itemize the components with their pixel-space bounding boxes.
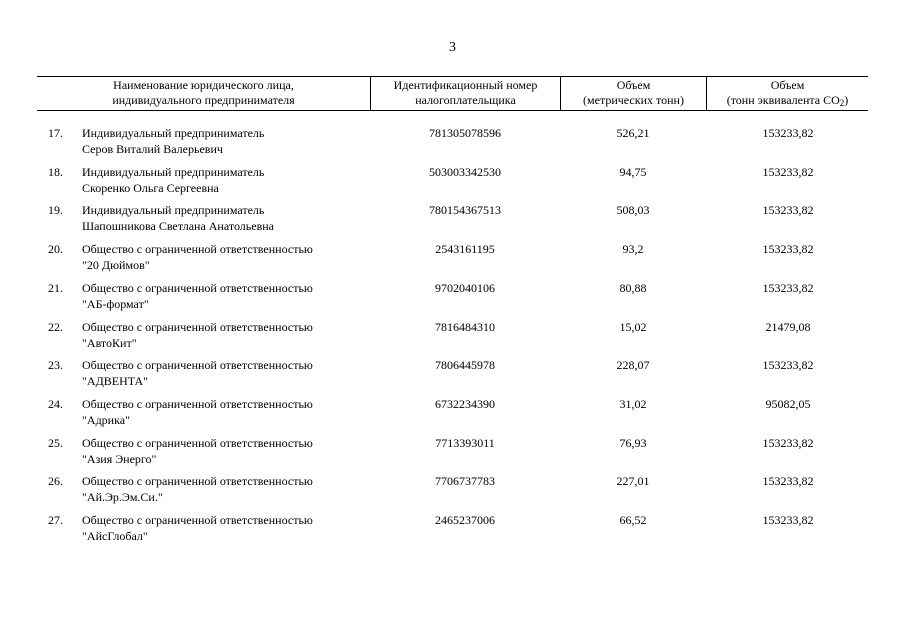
row-number: 26.	[48, 474, 63, 489]
row-number: 24.	[48, 396, 63, 411]
volume-metric-tons: 228,07	[616, 358, 650, 373]
entity-title: "Адрика"	[82, 412, 130, 427]
taxpayer-id: 780154367513	[429, 203, 501, 218]
volume-co2-equivalent: 153233,82	[762, 435, 814, 450]
entity-name	[82, 435, 372, 467]
volume-co2-equivalent: 153233,82	[762, 358, 814, 373]
taxpayer-id: 2465237006	[435, 513, 495, 527]
volume-co2-equivalent: 21479,08	[765, 319, 811, 334]
volume-co2-equivalent: 153233,82	[762, 164, 814, 179]
header-name-line1: Наименование юридического лица,	[113, 78, 294, 92]
volume-co2-equivalent: 95082,05	[765, 396, 811, 411]
entity-type: Общество с ограниченной ответственностью	[82, 396, 313, 411]
row-number: 19.	[48, 203, 63, 218]
entity-name	[82, 280, 372, 312]
entity-title: "АДВЕНТА"	[82, 374, 149, 389]
volume-metric-tons: 93,2	[622, 242, 644, 257]
row-number: 18.	[48, 164, 63, 179]
header-name	[37, 78, 370, 108]
entity-type: Общество с ограниченной ответственностью	[82, 435, 313, 450]
row-number: 21.	[48, 280, 63, 295]
volume-metric-tons: 508,03	[616, 203, 650, 218]
row-number: 17.	[48, 126, 63, 140]
entity-type: Индивидуальный предприниматель	[82, 126, 265, 140]
entity-name	[82, 473, 372, 505]
header-volume-co2	[707, 78, 868, 108]
entity-name	[82, 512, 372, 544]
entity-title: "Ай.Эр.Эм.Си."	[82, 490, 163, 505]
taxpayer-id: 503003342530	[429, 164, 501, 179]
header-volume-co2-subscript: 2	[839, 98, 845, 108]
table-header-bottom-rule	[37, 110, 868, 111]
entity-title: "20 Дюймов"	[82, 258, 150, 273]
row-number: 20.	[48, 242, 63, 257]
entity-name	[82, 319, 372, 351]
entity-title: "АвтоКит"	[82, 335, 137, 350]
taxpayer-id: 7706737783	[435, 474, 495, 489]
header-volume-metric-line2: (метрических тонн)	[583, 93, 684, 107]
entity-name	[82, 241, 372, 273]
header-volume-co2-text: (тонн эквивалента CO	[726, 93, 840, 107]
header-volume-co2-line2	[707, 93, 868, 108]
entity-type: Общество с ограниченной ответственностью	[82, 358, 313, 373]
volume-co2-equivalent: 153233,82	[762, 203, 814, 218]
taxpayer-id: 2543161195	[435, 242, 495, 257]
row-number: 22.	[48, 319, 63, 334]
entity-type: Общество с ограниченной ответственностью	[82, 319, 313, 334]
volume-metric-tons: 227,01	[616, 474, 650, 489]
entity-type: Общество с ограниченной ответственностью	[82, 474, 313, 489]
row-number: 23.	[48, 358, 63, 373]
entity-title: "АБ-формат"	[82, 296, 149, 311]
taxpayer-id: 7806445978	[435, 358, 495, 373]
volume-co2-equivalent: 153233,82	[762, 242, 814, 257]
page-number: 3	[449, 40, 456, 55]
header-name-line2: индивидуального предпринимателя	[112, 93, 295, 107]
taxpayer-id: 781305078596	[429, 126, 501, 140]
volume-co2-equivalent: 153233,82	[762, 126, 814, 140]
volume-co2-equivalent: 153233,82	[762, 280, 814, 295]
volume-metric-tons: 31,02	[619, 396, 647, 411]
header-inn	[371, 78, 560, 108]
volume-co2-equivalent: 153233,82	[762, 474, 814, 489]
volume-metric-tons: 80,88	[619, 280, 647, 295]
entity-title: "Азия Энерго"	[82, 451, 157, 466]
row-number: 25.	[48, 435, 63, 450]
volume-metric-tons: 526,21	[616, 126, 650, 140]
header-volume-metric	[561, 78, 706, 108]
entity-type: Общество с ограниченной ответственностью	[82, 242, 313, 257]
entity-name	[82, 125, 372, 157]
entity-name	[82, 164, 372, 196]
entity-type: Индивидуальный предприниматель	[82, 164, 265, 179]
volume-metric-tons: 66,52	[619, 513, 647, 527]
entity-name	[82, 202, 372, 234]
table-header-top-rule	[37, 76, 868, 77]
row-number: 27.	[48, 513, 63, 527]
entity-type: Общество с ограниченной ответственностью	[82, 280, 313, 295]
header-volume-co2-line1: Объем	[770, 78, 805, 92]
header-volume-co2-close: )	[844, 93, 849, 107]
volume-co2-equivalent: 153233,82	[762, 513, 814, 527]
header-volume-metric-line1: Объем	[616, 78, 651, 92]
header-inn-line1: Идентификационный номер	[393, 78, 538, 92]
entity-type: Индивидуальный предприниматель	[82, 203, 265, 218]
header-inn-line2: налогоплательщика	[415, 93, 516, 107]
entity-title: "АйсГлобал"	[82, 529, 148, 543]
volume-metric-tons: 76,93	[619, 435, 647, 450]
taxpayer-id: 9702040106	[435, 280, 495, 295]
entity-name	[82, 357, 372, 389]
entity-title: Шапошникова Светлана Анатольевна	[82, 219, 274, 234]
taxpayer-id: 6732234390	[435, 396, 495, 411]
taxpayer-id: 7713393011	[435, 435, 495, 450]
entity-title: Серов Виталий Валерьевич	[82, 142, 223, 156]
entity-type: Общество с ограниченной ответственностью	[82, 513, 313, 527]
volume-metric-tons: 94,75	[619, 164, 647, 179]
entity-title: Скоренко Ольга Сергеевна	[82, 180, 219, 195]
volume-metric-tons: 15,02	[619, 319, 647, 334]
taxpayer-id: 7816484310	[435, 319, 495, 334]
entity-name	[82, 396, 372, 428]
